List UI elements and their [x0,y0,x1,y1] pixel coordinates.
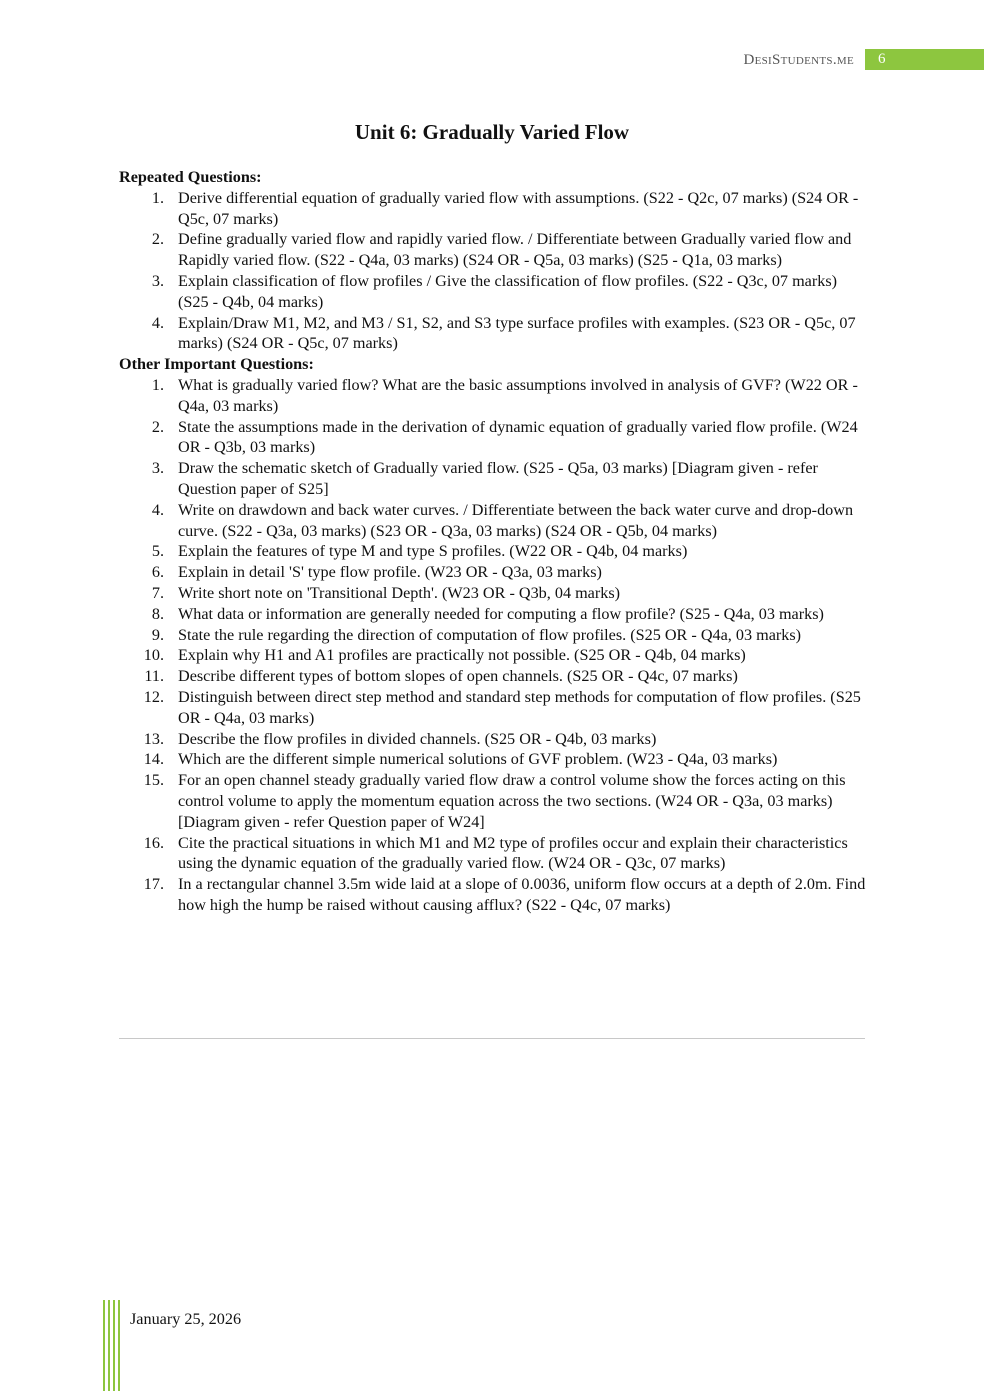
item-text: Draw the schematic sketch of Gradually varied flow. (S25 - Q5a, 03 marks) [Diagram given - refer Question paper of S25] [178,459,818,498]
item-number: 13. [143,729,164,748]
item-text: Write on drawdown and back water curves. / Differentiate between the back water curve and drop-down curve. (S22 - Q3a, 03 marks) (S23 OR - Q3a, 03 marks) (S24 OR - Q5b, 04 marks) [178,500,854,540]
item-text: Explain classification of flow profiles / Give the classification of flow profiles. (S22 - Q3c, 07 marks) (S25 - Q4b, 04 marks) [178,271,838,311]
item-number: 16. [143,833,164,852]
section-heading: Other Important Questions: [119,355,314,374]
item-text: Define gradually varied flow and rapidly varied flow. / Differentiate between Gradually varied flow and Rapidly varied flow. (S22 - Q4a, 03 marks) (S24 OR - Q5a, 03 marks) (S25 - Q1a, 03 marks) [178,230,852,270]
footer-accent-bars [103,1300,121,1391]
item-number: 4. [151,313,164,332]
item-number: 3. [151,271,164,290]
list-item [119,229,869,271]
section-heading: Repeated Questions: [119,168,262,186]
item-text: State the assumptions made in the derivation of dynamic equation of gradually varied flow profile. (W24 OR - Q3b, 03 marks) [178,417,858,457]
item-text: Which are the different simple numerical solutions of GVF problem. (W23 - Q4a, 03 marks) [178,750,778,769]
header-page-number: 6 [865,49,984,70]
page-title: Unit 6: Gradually Varied Flow [354,120,630,144]
item-text: Write short note on 'Transitional Depth'. (W23 OR - Q3b, 04 marks) [178,583,621,602]
item-text: In a rectangular channel 3.5m wide laid at a slope of 0.0036, uniform flow occurs at a depth of 2.0m. Find how high the hump be raised without causing afflux? (S22 - Q4c, 07 marks) [178,875,866,914]
item-number: 14. [143,750,164,769]
item-number: 8. [151,604,164,623]
item-text: Derive differential equation of gradually varied flow with assumptions. (S22 - Q2c, 07 marks) (S24 OR - Q5c, 07 marks) [178,188,859,228]
item-number: 4. [151,500,164,519]
list-item [119,375,869,417]
item-text: What is gradually varied flow? What are the basic assumptions involved in analysis of GVF? (W22 OR - Q4a, 03 marks) [178,375,858,415]
list-item [119,645,869,666]
item-number: 1. [151,375,164,394]
list-item [119,188,869,230]
list-item [119,541,869,562]
list-item [119,770,869,832]
list-item [119,417,869,459]
item-text: Explain the features of type M and type S profiles. (W22 OR - Q4b, 04 marks) [178,542,688,561]
list-item [119,687,869,729]
list-item [119,313,869,355]
item-number: 6. [151,563,164,582]
item-number: 2. [151,230,164,249]
list-item [119,271,869,313]
item-number: 17. [143,875,164,894]
item-text: Explain why H1 and A1 profiles are practically not possible. (S25 OR - Q4b, 04 marks) [178,646,746,665]
footer-date: January 25, 2026 [130,1310,242,1328]
item-number: 1. [151,188,164,207]
item-text: Distinguish between direct step method and standard step methods for computation of flow profiles. (S25 OR - Q4a, 03 marks) [178,687,861,727]
content-divider [119,1038,865,1039]
list-item [119,833,869,875]
item-number: 11. [144,667,164,686]
section-other [119,354,869,916]
item-number: 3. [151,459,164,478]
list-item [119,458,869,500]
item-text: For an open channel steady gradually varied flow draw a control volume show the forces acting on this control volume to apply the momentum equation across the two sections. (W24 OR - Q3a, 03 marks) [Diagram given - refer Question paper of W24] [178,771,846,831]
header-brand: DesiStudents.me [743,52,854,68]
item-number: 12. [143,687,164,706]
item-text: Explain in detail 'S' type flow profile. (W23 OR - Q3a, 03 marks) [178,563,602,582]
list-item [119,625,869,646]
item-text: State the rule regarding the direction of computation of flow profiles. (S25 OR - Q4a, 03 marks) [178,625,802,644]
list-item [119,874,869,916]
list-item [119,749,869,770]
question-content [119,167,869,916]
item-number: 2. [151,417,164,436]
list-item [119,604,869,625]
list-item [119,500,869,542]
list-item [119,562,869,583]
question-list [119,375,869,916]
section-repeated [119,167,869,354]
item-text: Cite the practical situations in which M1 and M2 type of profiles occur and explain their characteristics using the dynamic equation of the gradually varied flow. (W24 OR - Q3c, 07 marks) [178,833,848,873]
item-number: 10. [143,646,164,665]
item-text: What data or information are generally needed for computing a flow profile? (S25 - Q4a, 03 marks) [178,604,824,623]
item-number: 7. [151,583,164,602]
item-text: Describe different types of bottom slopes of open channels. (S25 OR - Q4c, 07 marks) [178,667,738,686]
list-item [119,729,869,750]
item-number: 15. [143,771,164,790]
question-list [119,188,869,354]
list-item [119,583,869,604]
item-number: 9. [151,625,164,644]
item-text: Describe the flow profiles in divided channels. (S25 OR - Q4b, 03 marks) [178,729,657,748]
item-text: Explain/Draw M1, M2, and M3 / S1, S2, and S3 type surface profiles with examples. (S23 OR - Q5c, 07 marks) (S24 OR - Q5c, 07 marks) [178,313,856,353]
item-number: 5. [151,542,164,561]
list-item [119,666,869,687]
